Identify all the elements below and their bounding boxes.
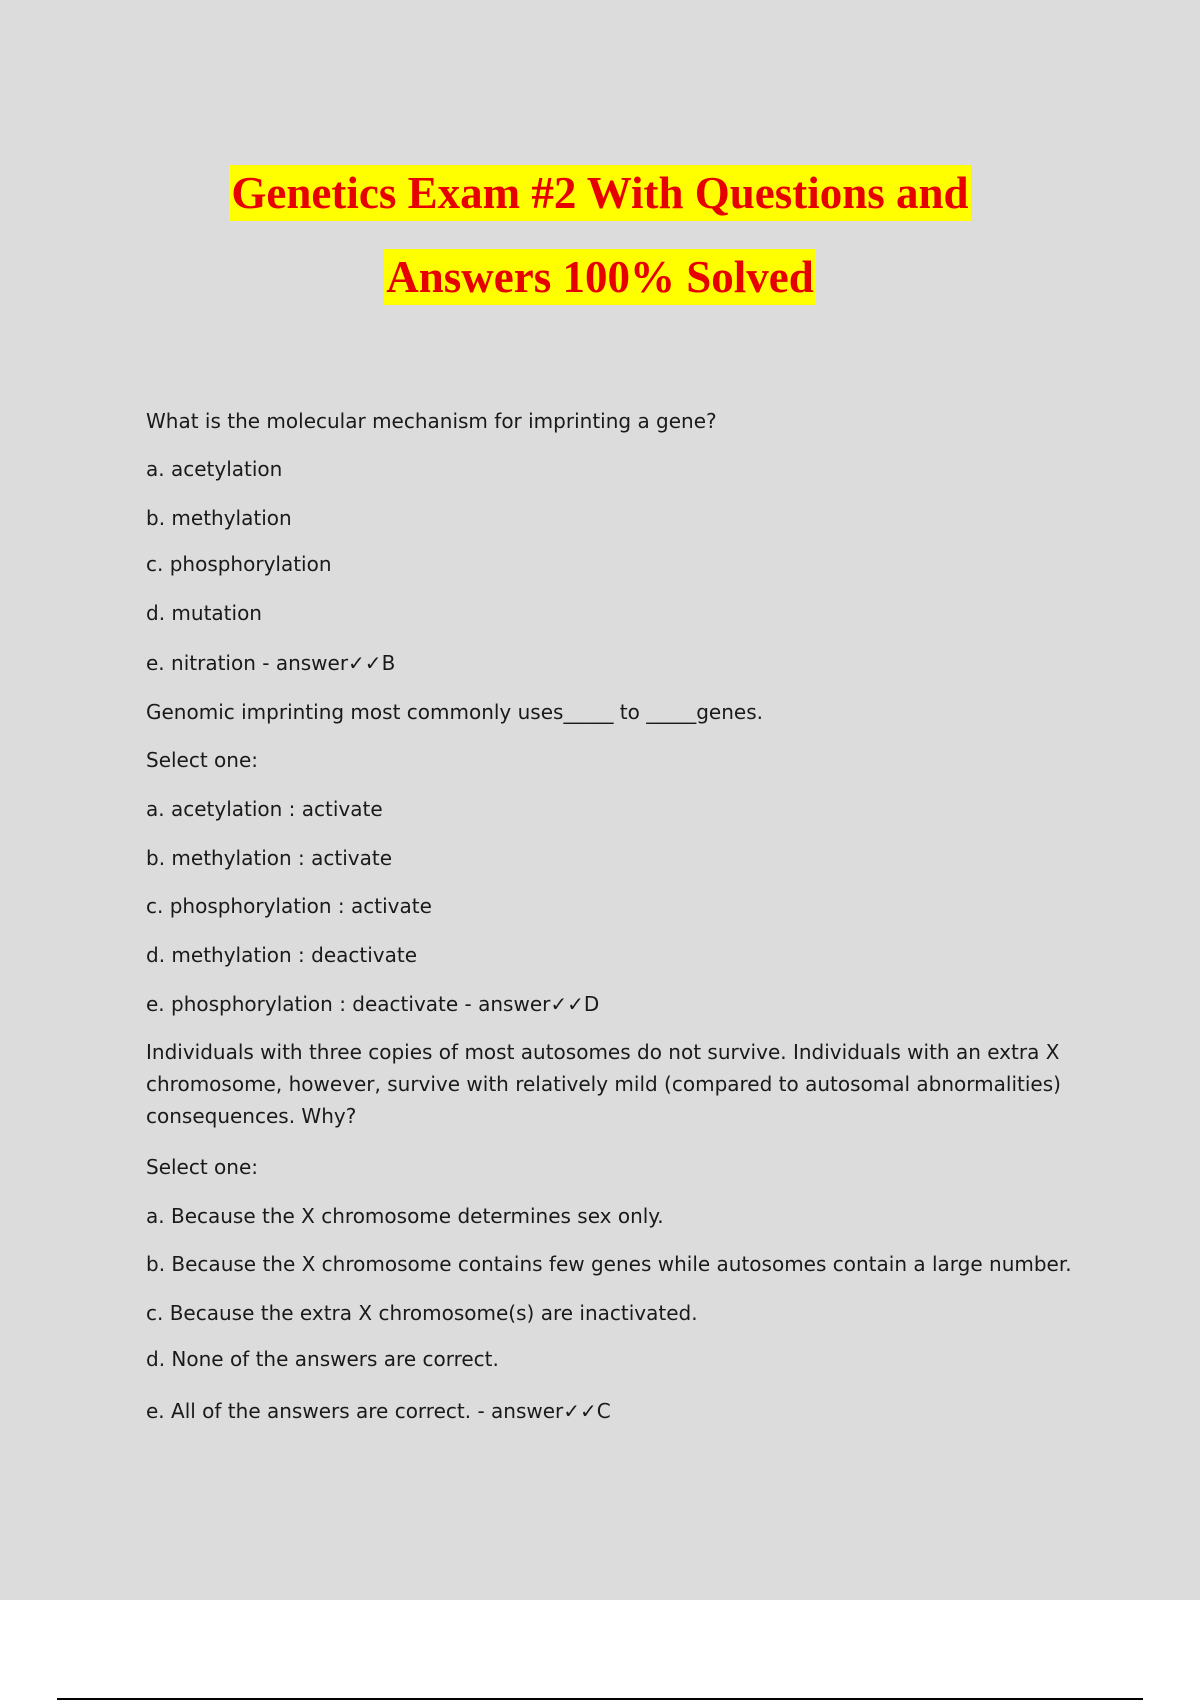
question-2-option-a: a. acetylation : activate	[146, 797, 383, 821]
question-2-option-d: d. methylation : deactivate	[146, 943, 418, 967]
question-2-select: Select one:	[146, 748, 259, 772]
title-line-1: Genetics Exam #2 With Questions and	[229, 165, 970, 221]
question-1-option-e-answer: e. nitration - answer✓✓B	[146, 651, 396, 675]
question-3-prompt: Individuals with three copies of most autosomes do not survive. Individuals with an extra X chromosome, however, survive with relatively mild (compared to autosomal abnormalities) consequences. Why?	[146, 1040, 1061, 1128]
question-2-option-e-answer: e. phosphorylation : deactivate - answer✓✓D	[146, 992, 600, 1016]
question-1-option-a: a. acetylation	[146, 457, 283, 481]
question-3-option-b: b. Because the X chromosome contains few genes while autosomes contain a large number.	[146, 1252, 1072, 1276]
question-3-option-c: c. Because the extra X chromosome(s) are inactivated.	[146, 1301, 698, 1325]
question-3-option-d: d. None of the answers are correct.	[146, 1347, 499, 1371]
question-3-option-e-answer: e. All of the answers are correct. - answer✓✓C	[146, 1399, 611, 1423]
question-3-select: Select one:	[146, 1155, 259, 1179]
question-1-prompt: What is the molecular mechanism for imprinting a gene?	[146, 409, 717, 433]
title-line-2: Answers 100% Solved	[384, 249, 816, 305]
question-3-option-a: a. Because the X chromosome determines sex only.	[146, 1204, 664, 1228]
question-2-option-b: b. methylation : activate	[146, 846, 393, 870]
question-1-option-d: d. mutation	[146, 601, 262, 625]
question-2-option-c: c. phosphorylation : activate	[146, 894, 432, 918]
question-1-option-b: b. methylation	[146, 506, 292, 530]
document-title	[0, 165, 1200, 305]
question-2-prompt: Genomic imprinting most commonly uses_____ to _____genes.	[146, 700, 763, 724]
question-1-option-c: c. phosphorylation	[146, 552, 332, 576]
